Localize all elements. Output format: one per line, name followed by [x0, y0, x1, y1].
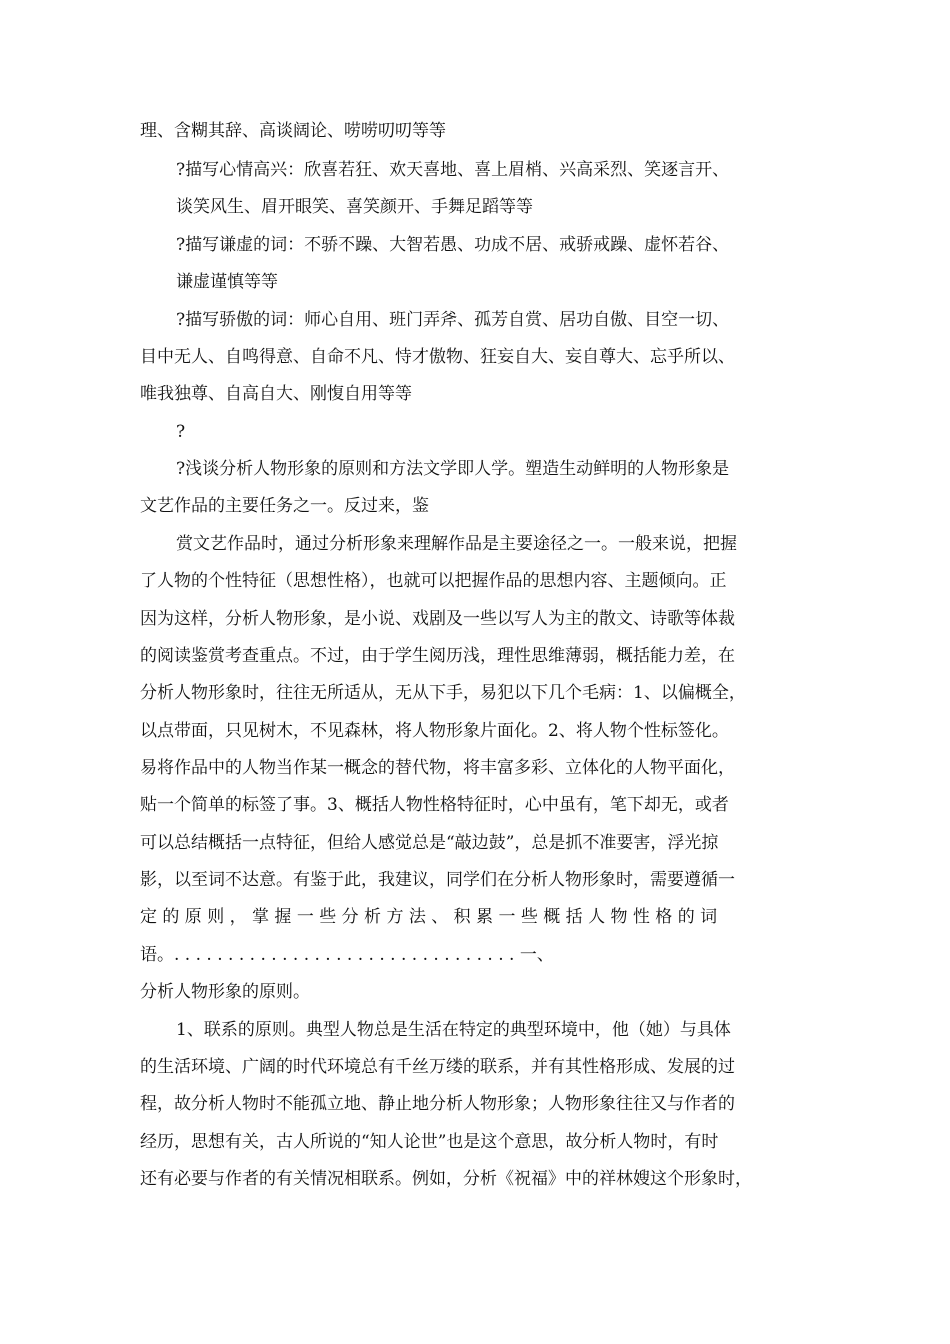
- text-line: ?: [176, 422, 186, 442]
- text-line: 了人物的个性特征（思想性格），也就可以把握作品的思想内容、主题倾向。正: [140, 571, 727, 591]
- text-line: ?描写谦虚的词：不骄不躁、大智若愚、功成不居、戒骄戒躁、虚怀若谷、: [176, 235, 730, 255]
- text-line: 定 的 原 则 ， 掌 握 一 些 分 析 方 法 、 积 累 一 些 概 括 人 物 性 格 的 词: [140, 907, 718, 927]
- text-line: 的生活环境、广阔的时代环境总有千丝万缕的联系，并有其性格形成、发展的过: [140, 1057, 735, 1077]
- text-line: 唯我独尊、自高自大、刚愎自用等等: [140, 384, 412, 404]
- text-line: 可以总结概括一点特征，但给人感觉总是“敲边鼓”，总是抓不准要害，浮光掠: [140, 833, 719, 853]
- text-line: ?浅谈分析人物形象的原则和方法文学即人学。塑造生动鲜明的人物形象是: [176, 459, 730, 479]
- text-line: ?描写心情高兴：欣喜若狂、欢天喜地、喜上眉梢、兴高采烈、笑逐言开、: [176, 160, 730, 180]
- text-line: 谈笑风生、眉开眼笑、喜笑颜开、手舞足蹈等等: [176, 197, 533, 217]
- text-line: 以点带面，只见树木，不见森林，将人物形象片面化。2、将人物个性标签化。: [140, 721, 729, 741]
- text-line: 目中无人、自鸣得意、自命不凡、恃才傲物、狂妄自大、妄自尊大、忘乎所以、: [140, 347, 735, 367]
- text-line: 经历，思想有关，古人所说的“知人论世”也是这个意思，故分析人物时，有时: [140, 1132, 719, 1152]
- text-line: 语。. . . . . . . . . . . . . . . . . . . . . . . . . . . . . . . . 一、: [140, 945, 554, 965]
- text-line: 贴一个简单的标签了事。3、概括人物性格特征时，心中虽有，笔下却无，或者: [140, 795, 729, 815]
- text-line: 因为这样，分析人物形象，是小说、戏剧及一些以写人为主的散文、诗歌等体裁: [140, 609, 735, 629]
- text-line: 的阅读鉴赏考查重点。不过，由于学生阅历浅，理性思维薄弱，概括能力差，在: [140, 646, 735, 666]
- text-line: 还有必要与作者的有关情况相联系。例如，分析《祝福》中的祥林嫂这个形象时，: [140, 1169, 752, 1189]
- text-line: 易将作品中的人物当作某一概念的替代物，将丰富多彩、立体化的人物平面化，: [140, 758, 735, 778]
- text-line: 程，故分析人物时不能孤立地、静止地分析人物形象；人物形象往往又与作者的: [140, 1094, 735, 1114]
- text-line: 分析人物形象的原则。: [140, 982, 310, 1002]
- text-line: 理、含糊其辞、高谈阔论、唠唠叨叨等等: [140, 121, 446, 141]
- text-line: 赏文艺作品时，通过分析形象来理解作品是主要途径之一。一般来说，把握: [176, 534, 737, 554]
- text-line: 影，以至词不达意。有鉴于此，我建议，同学们在分析人物形象时，需要遵循一: [140, 870, 735, 890]
- text-line: ?描写骄傲的词：师心自用、班门弄斧、孤芳自赏、居功自傲、目空一切、: [176, 310, 730, 330]
- text-line: 谦虚谨慎等等: [176, 272, 278, 292]
- text-line: 1、联系的原则。典型人物总是生活在特定的典型环境中，他（她）与具体: [176, 1020, 731, 1040]
- text-line: 文艺作品的主要任务之一。反过来，鉴: [140, 496, 429, 516]
- text-line: 分析人物形象时，往往无所适从，无从下手，易犯以下几个毛病：1、以偏概全，: [140, 683, 746, 703]
